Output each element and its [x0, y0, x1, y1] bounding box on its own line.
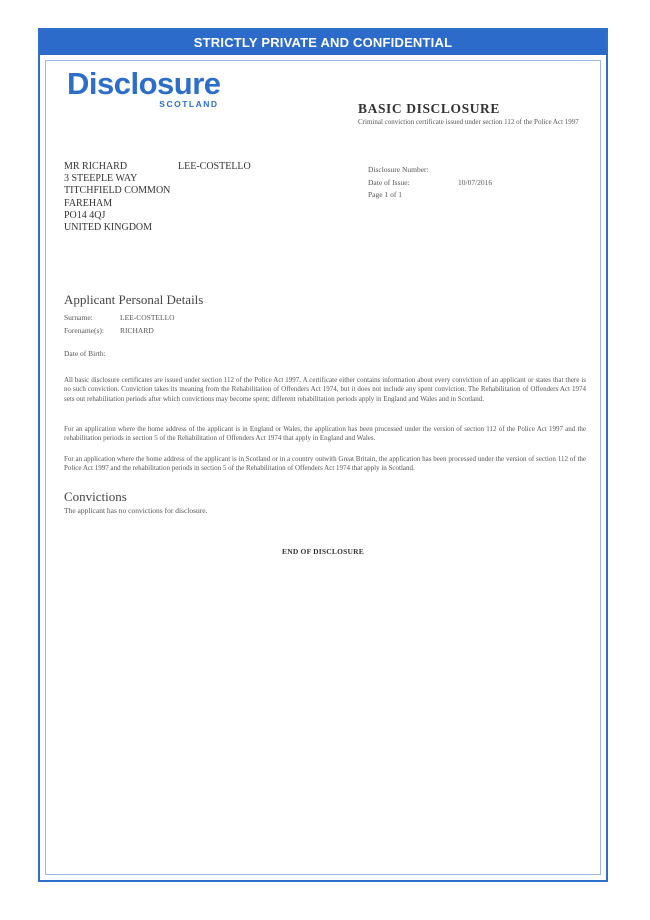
address-line: TITCHFIELD COMMON: [64, 185, 171, 197]
certificate-subtitle: Criminal conviction certificate issued under section 112 of the Police Act 1997: [358, 118, 579, 126]
address-line: PO14 4QJ: [64, 209, 106, 221]
date-of-birth-row: [64, 349, 106, 358]
address-line: UNITED KINGDOM: [64, 222, 153, 234]
forename-row: [64, 326, 154, 335]
certificate-meta: [368, 164, 493, 202]
personal-details-heading: Applicant Personal Details: [64, 292, 204, 307]
disclosure-number-row: [368, 164, 429, 177]
surname-row: [64, 313, 175, 322]
address-name-row: [64, 161, 251, 173]
convictions-heading: Convictions: [64, 489, 127, 504]
address-line: FAREHAM: [64, 197, 113, 209]
legal-paragraph: For an application where the home address of the applicant is in England or Wales, the application has been processed under the version of section 112 of the Police Act 1997 and the rehabilitation periods in section 5 of the Rehabilitation of Offenders Act 1974 that apply in England and Wales.: [64, 425, 586, 443]
surname-value: LEE-COSTELLO: [120, 313, 175, 322]
end-of-disclosure: END OF DISCLOSURE: [282, 547, 364, 556]
certificate-frame: [38, 28, 608, 882]
convictions-text: The applicant has no convictions for disclosure.: [64, 506, 208, 515]
address-line: 3 STEEPLE WAY: [64, 173, 138, 185]
recipient-address: [64, 161, 251, 234]
recipient-name: MR RICHARD: [64, 161, 128, 172]
disclosure-number-label: Disclosure Number:: [368, 165, 429, 174]
page-number: Page 1 of 1: [368, 190, 402, 199]
surname-label: Surname:: [64, 313, 93, 322]
date-of-issue-label: Date of Issue:: [368, 177, 410, 187]
certificate-title: BASIC DISCLOSURE: [358, 101, 501, 116]
date-of-issue-value: 10/07/2016: [458, 177, 493, 187]
legal-paragraph: All basic disclosure certificates are issued under section 112 of the Police Act 1997. A certificate either contains information about every conviction of an applicant or states that there is no such conviction. Conviction takes its meaning from the Rehabilitation of Offenders Act 1974, but it does not include any spent conviction. The Rehabilitation of Offenders Act 1974 sets out rehabilitation periods after which convictions may become spent; different rehabilitation periods apply in England and Wales and in Scotland.: [64, 376, 586, 403]
forename-label: Forename(s):: [64, 326, 104, 335]
logo-wordmark: Disclosure: [67, 66, 221, 101]
disclosure-scotland-logo: [67, 68, 221, 109]
legal-paragraph: For an application where the home address of the applicant is in Scotland or in a country outwith Great Britain, the application has been processed under the version of section 112 of the Police Act 1997 and the rehabilitation periods in section 5 of the Rehabilitation of Offenders Act 1974 that apply in Scotland.: [64, 455, 586, 473]
confidential-banner: STRICTLY PRIVATE AND CONFIDENTIAL: [40, 30, 606, 55]
logo-subtitle: SCOTLAND: [159, 99, 219, 109]
date-of-birth-label: Date of Birth:: [64, 349, 106, 358]
date-of-issue-row: [368, 177, 493, 190]
forename-value: RICHARD: [120, 326, 154, 335]
recipient-surname: LEE-COSTELLO: [178, 161, 251, 172]
